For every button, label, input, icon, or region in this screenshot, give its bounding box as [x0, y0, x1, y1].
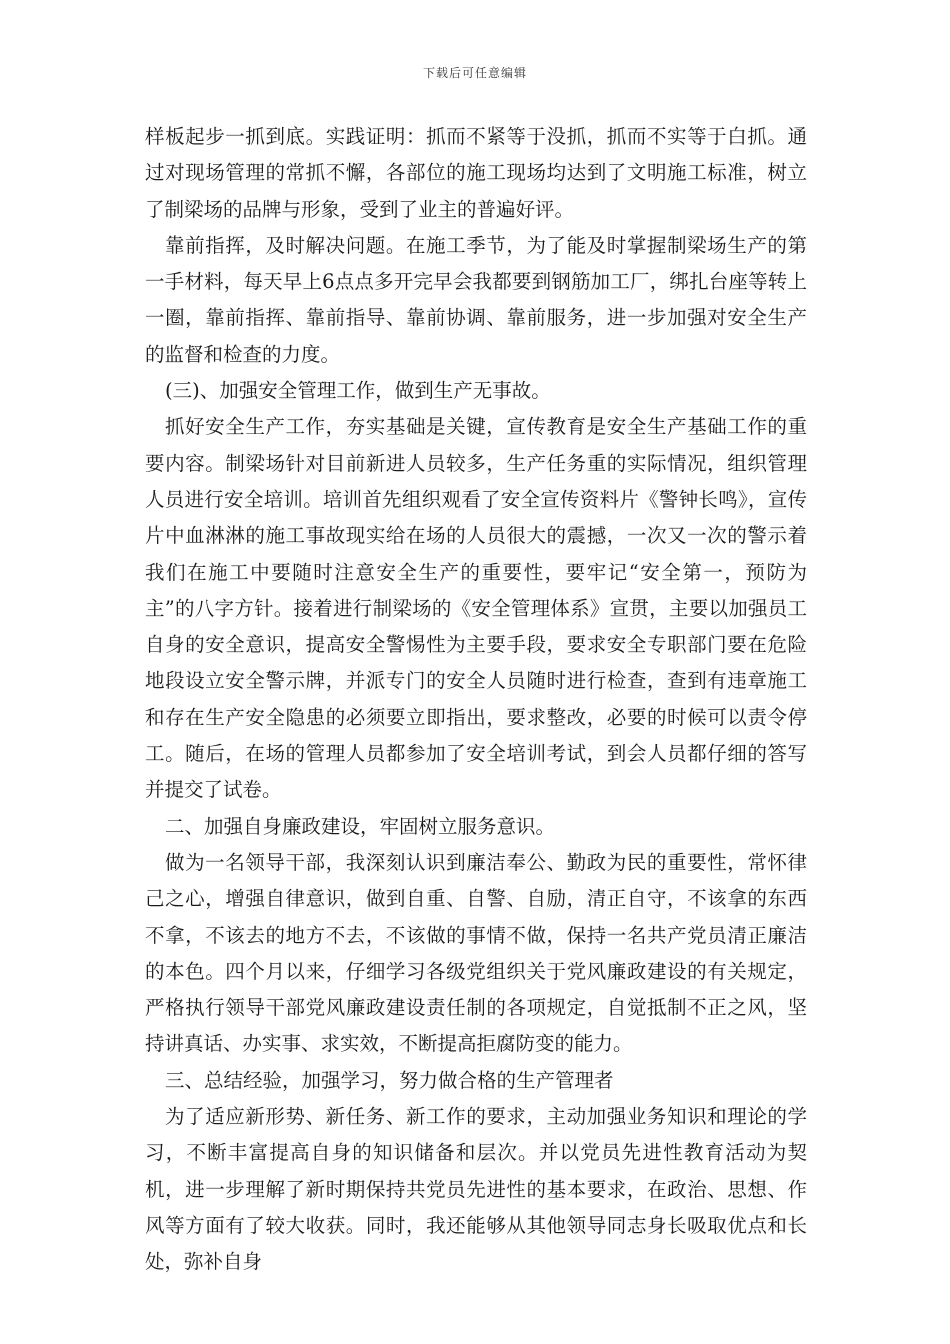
paragraph-2: 靠前指挥，及时解决问题。在施工季节，为了能及时掌握制梁场生产的第一手材料，每天早上6点点多开完早会我都要到钢筋加工厂，绑扎台座等转上一圈，靠前指挥、靠前指导、靠前协调、靠前服务，进一步加强对安全生产的监督和检查的力度。	[145, 233, 807, 366]
document-body	[145, 119, 807, 1281]
paragraph-6: 做为一名领导干部，我深刻认识到廉洁奉公、勤政为民的重要性，常怀律己之心，增强自律意识，做到自重、自警、自励，清正自守，不该拿的东西不拿，不该去的地方不去，不该做的事情不做，保持一名共产党员清正廉洁的本色。四个月以来，仔细学习各级党组织关于党风廉政建设的有关规定，严格执行领导干部党风廉政建设责任制的各项规定，自觉抵制不正之风，坚持讲真话、办实事、求实效，不断提高拒腐防变的能力。	[145, 850, 807, 1056]
paragraph-8: 为了适应新形势、新任务、新工作的要求，主动加强业务知识和理论的学习，不断丰富提高自身的知识储备和层次。并以党员先进性教育活动为契机，进一步理解了新时期保持共党员先进性的基本要求，在政治、思想、作风等方面有了较大收获。同时，我还能够从其他领导同志身长吸取优点和长处，弥补自身	[145, 1105, 807, 1274]
paragraph-4: 抓好安全生产工作，夯实基础是关键，宣传教育是安全生产基础工作的重要内容。制梁场针对目前新进人员较多，生产任务重的实际情况，组织管理人员进行安全培训。培训首先组织观看了安全宣传资料片《警钟长鸣》，宣传片中血淋淋的施工事故现实给在场的人员很大的震撼，一次又一次的警示着我们在施工中要随时注意安全生产的重要性，要牢记“安全第一，预防为主”的八字方针。接着进行制梁场的《安全管理体系》宣贯，主要以加强员工自身的安全意识，提高安全警惕性为主要手段，要求安全专职部门要在危险地段设立安全警示牌，并派专门的安全人员随时进行检查，查到有违章施工和存在生产安全隐患的必须要立即指出，要求整改，必要的时候可以责令停工。随后，在场的管理人员都参加了安全培训考试，到会人员都仔细的答写并提交了试卷。	[145, 415, 807, 802]
section-heading-2: 二、加强自身廉政建设，牢固树立服务意识。	[165, 814, 556, 838]
section-heading-3: (三)、加强安全管理工作，做到生产无事故。	[165, 379, 551, 403]
page-header: 下载后可任意编辑	[422, 66, 527, 80]
section-heading-3-summary: 三、总结经验，加强学习，努力做合格的生产管理者	[165, 1068, 614, 1092]
paragraph-1: 样板起步一抓到底。实践证明：抓而不紧等于没抓，抓而不实等于白抓。通过对现场管理的常抓不懈，各部位的施工现场均达到了文明施工标准，树立了制梁场的品牌与形象，受到了业主的普遍好评。	[145, 125, 807, 221]
